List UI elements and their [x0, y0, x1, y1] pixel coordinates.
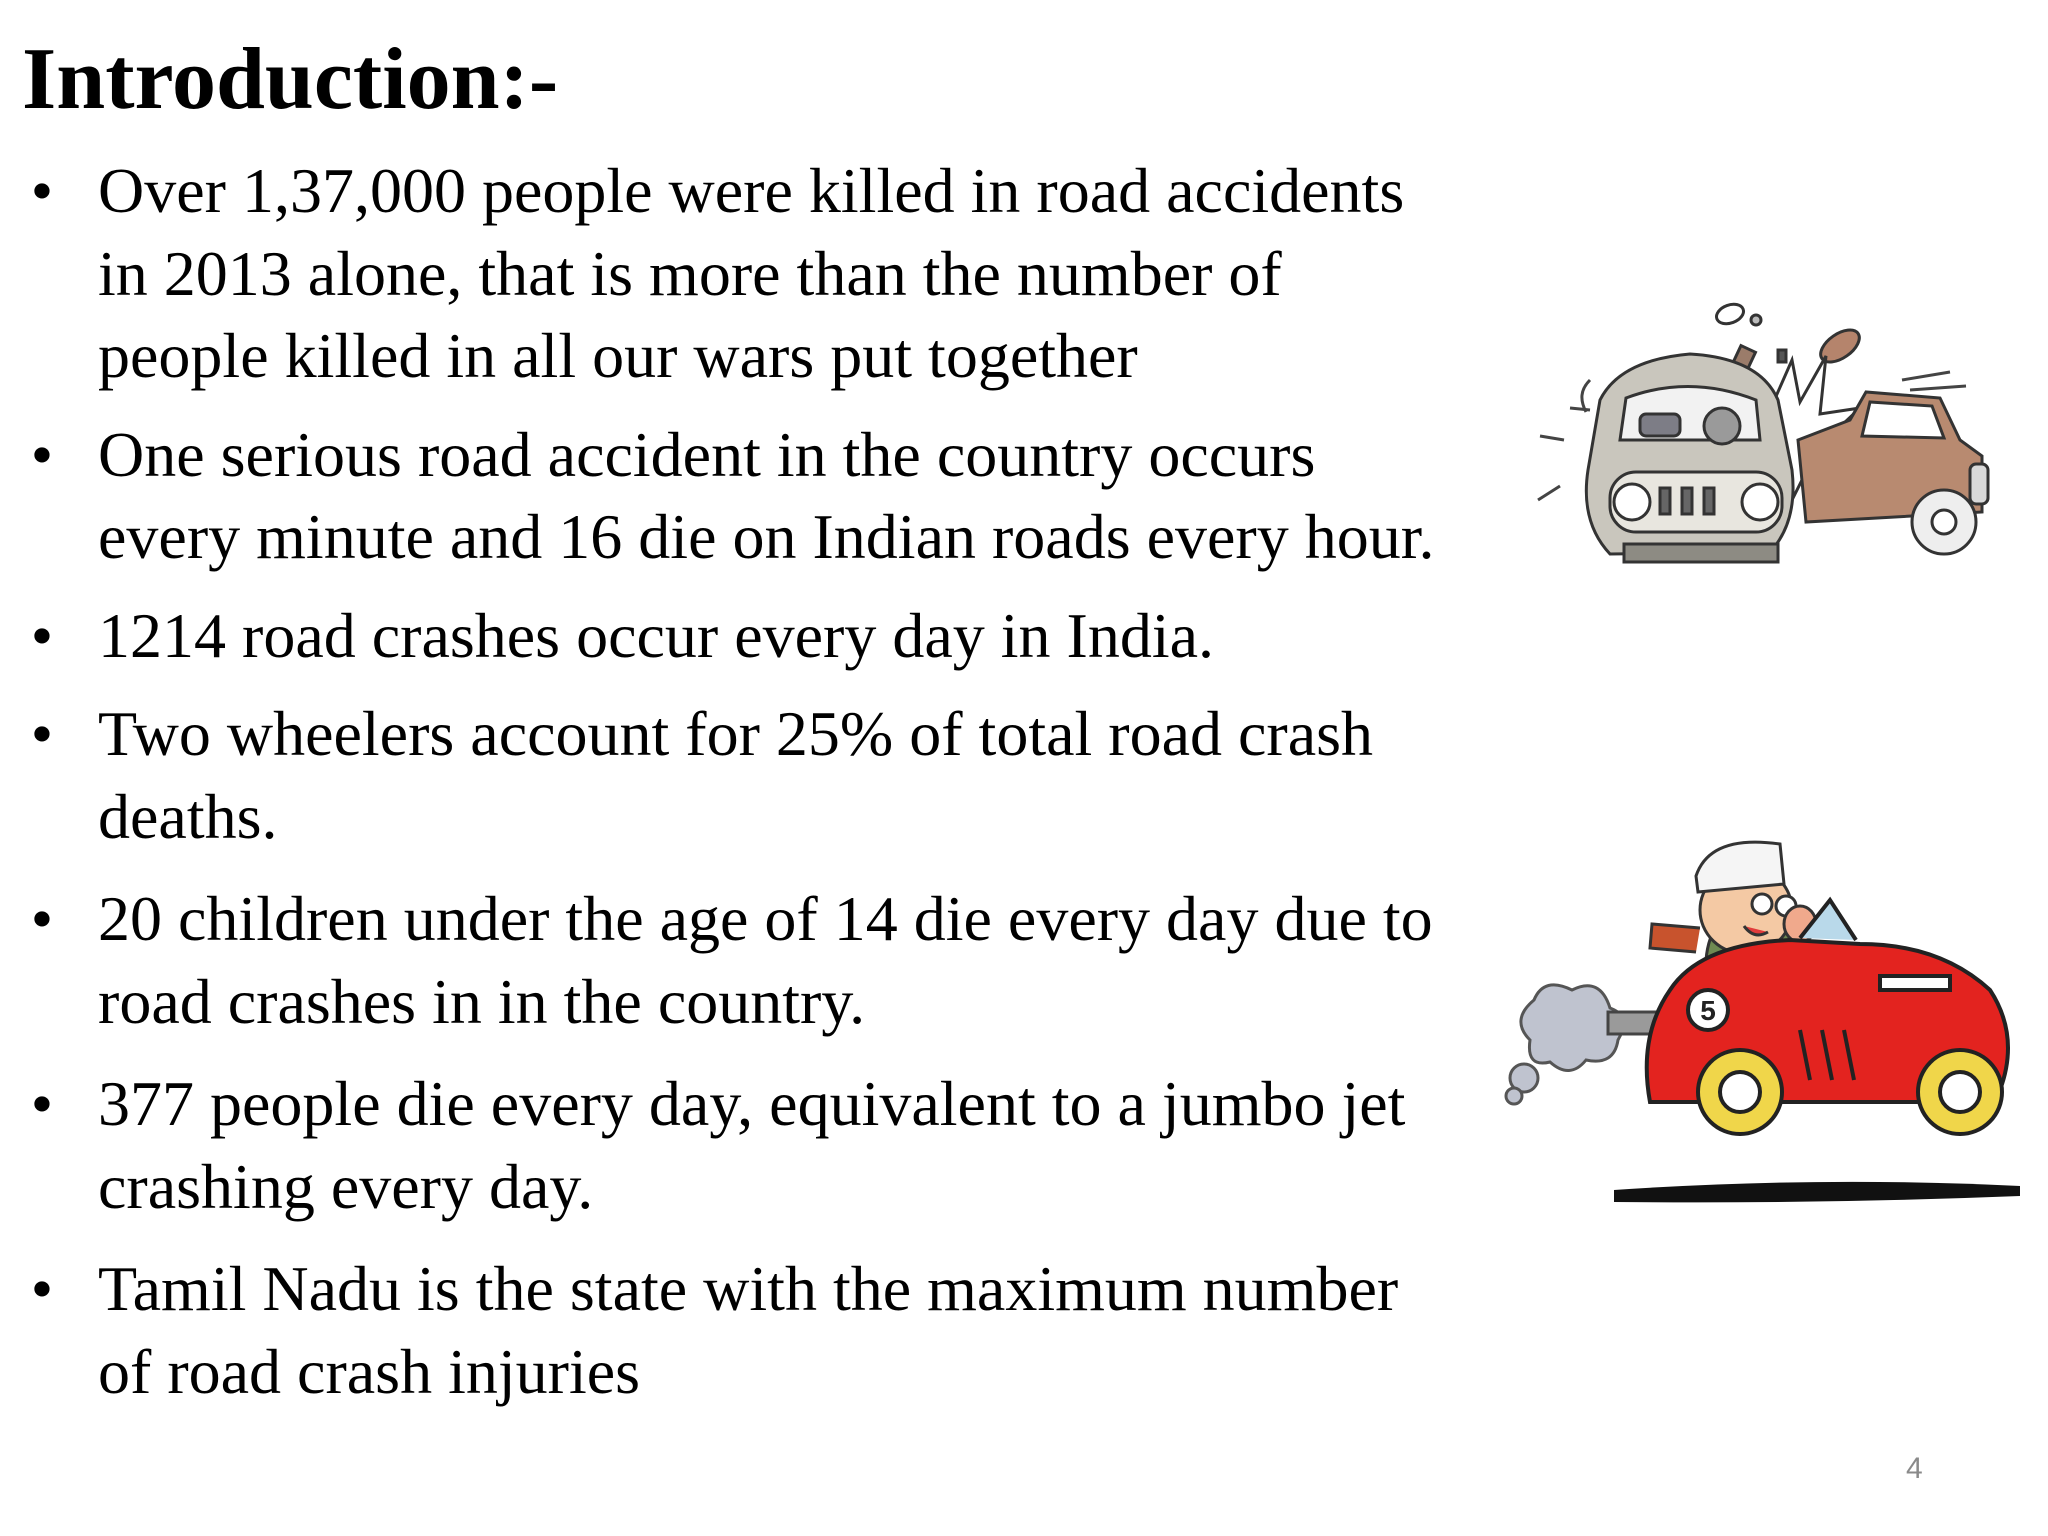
bullet-marker: •	[30, 698, 54, 769]
bullet-item	[22, 878, 1442, 1043]
bullet-text: Tamil Nadu is the state with the maximum number of road crash injuries	[98, 1253, 1399, 1407]
bullet-item	[22, 150, 1442, 398]
bullet-item	[22, 1063, 1442, 1228]
bullet-item	[22, 414, 1442, 579]
slide-title: Introduction:-	[22, 31, 559, 128]
bullet-text: Over 1,37,000 people were killed in road accidents in 2013 alone, that is more than the number of people killed in all our wars put together	[98, 155, 1405, 391]
bullet-text: 377 people die every day, equivalent to a jumbo jet crashing every day.	[98, 1068, 1406, 1222]
car-number: 5	[1700, 995, 1716, 1026]
bullet-marker: •	[30, 1068, 54, 1139]
ground-shadow	[1614, 1182, 2020, 1203]
bullet-marker: •	[30, 155, 54, 226]
bullet-item	[22, 1248, 1442, 1413]
bullet-marker: •	[30, 1253, 54, 1324]
bullet-marker: •	[30, 883, 54, 954]
bullet-list	[22, 150, 1442, 1433]
grey-car-icon	[1586, 354, 1793, 562]
bullet-text: Two wheelers account for 25% of total road crash deaths.	[98, 698, 1374, 852]
car-crash-illustration	[1530, 290, 2000, 580]
bullet-text: 20 children under the age of 14 die every day due to road crashes in in the country.	[98, 883, 1433, 1037]
bullet-text: 1214 road crashes occur every day in India.	[98, 599, 1214, 671]
bullet-text: One serious road accident in the country occurs every minute and 16 die on Indian roads every hour.	[98, 418, 1435, 572]
racing-car-illustration	[1500, 840, 2040, 1240]
page-number: 4	[1906, 1452, 1923, 1485]
bullet-item	[22, 693, 1442, 858]
exhaust-smoke-icon	[1506, 985, 1623, 1104]
bullet-marker: •	[30, 599, 54, 671]
red-car-icon	[1647, 900, 2008, 1134]
bullet-marker: •	[30, 418, 54, 490]
bullet-item	[22, 595, 1442, 678]
